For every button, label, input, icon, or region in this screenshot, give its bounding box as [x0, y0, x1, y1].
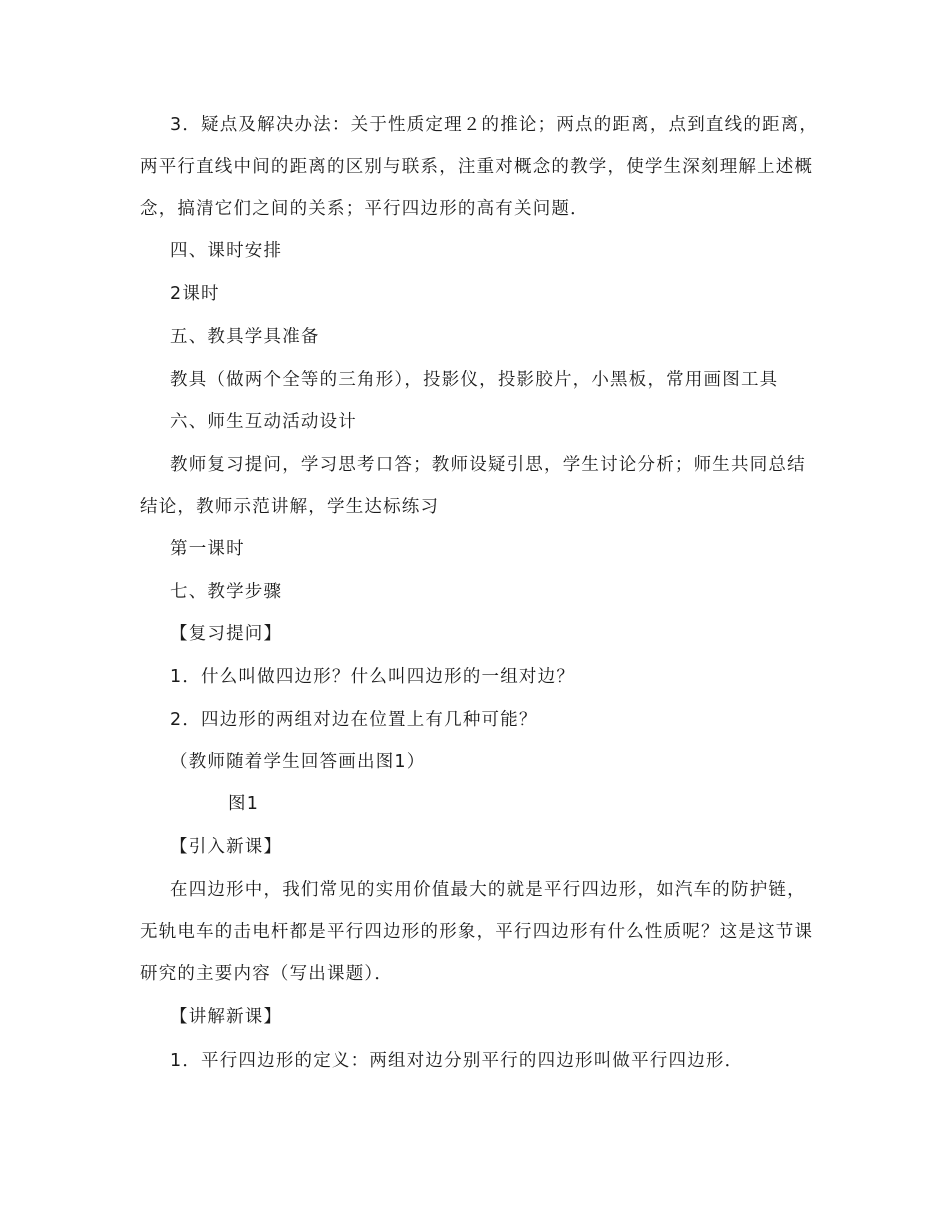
paragraph-line: （教师随着学生回答画出图1）	[170, 752, 426, 772]
section-heading: 七、教学步骤	[170, 582, 283, 602]
section-heading: 六、师生互动活动设计	[170, 412, 357, 432]
section-heading: 四、课时安排	[170, 241, 283, 261]
paragraph-line: 研究的主要内容（写出课题）．	[140, 964, 394, 984]
paragraph-line: 在四边形中，我们常见的实用价值最大的就是平行四边形，如汽车的防护链，	[170, 880, 806, 900]
list-item: 1．什么叫做四边形？什么叫四边形的一组对边？	[170, 667, 576, 687]
paragraph-line: 念，搞清它们之间的关系；平行四边形的高有关问题．	[140, 199, 589, 219]
paragraph-line: 两平行直线中间的距离的区别与联系，注重对概念的教学，使学生深刻理解上述概	[140, 157, 814, 177]
paragraph-line: 2课时	[170, 284, 220, 304]
paragraph-line: 无轨电车的击电杆都是平行四边形的形象，平行四边形有什么性质呢？这是这节课	[140, 922, 814, 942]
list-item: 1．平行四边形的定义：两组对边分别平行的四边形叫做平行四边形．	[170, 1051, 744, 1071]
section-heading: 第一课时	[170, 539, 245, 559]
section-heading: 五、教具学具准备	[170, 327, 320, 347]
bracket-heading: 【讲解新课】	[170, 1007, 283, 1027]
paragraph-line: 教师复习提问，学习思考口答；教师设疑引思，学生讨论分析；师生共同总结	[170, 455, 806, 475]
paragraph-line: 结论，教师示范讲解，学生达标练习	[140, 497, 440, 517]
paragraph-line: 教具（做两个全等的三角形），投影仪，投影胶片，小黑板，常用画图工具	[170, 370, 779, 390]
bracket-heading: 【引入新课】	[170, 837, 283, 857]
bracket-heading: 【复习提问】	[170, 624, 283, 644]
list-item: 2．四边形的两组对边在位置上有几种可能？	[170, 710, 538, 730]
figure-caption: 图1	[228, 794, 260, 814]
paragraph-line: 3．疑点及解决办法：关于性质定理２的推论；两点的距离，点到直线的距离，	[170, 115, 819, 135]
